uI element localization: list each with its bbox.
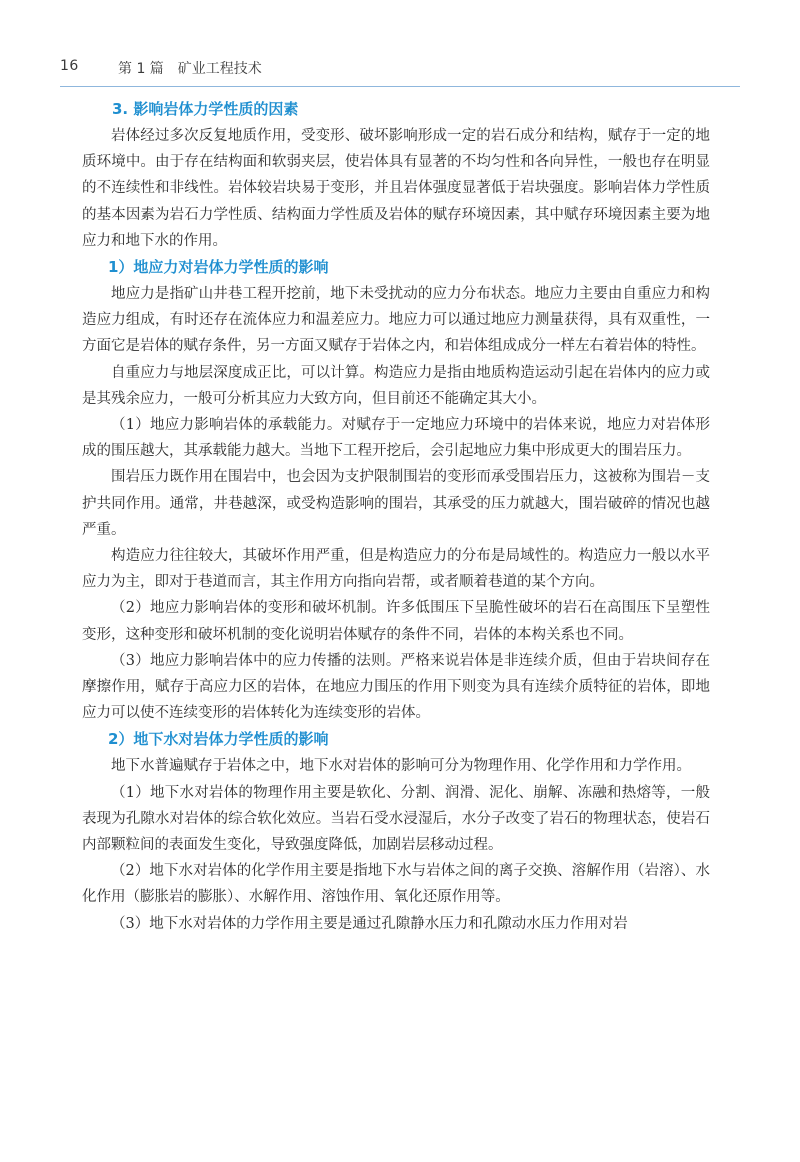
paragraph: 地下水普遍赋存于岩体之中，地下水对岩体的影响可分为物理作用、化学作用和力学作用。 (111, 758, 691, 775)
section-heading: 3. 影响岩体力学性质的因素 (112, 100, 299, 118)
paragraph: （1）地应力影响岩体的承载能力。对赋存于一定地应力环境中的岩体来说，地应力对岩体形成的围压越大，其承载能力越大。当地下工程开挖后，会引起地应力集中形成更大的围岩压力。 (82, 417, 710, 460)
paragraph: （1）地下水对岩体的物理作用主要是软化、分割、润滑、泥化、崩解、冻融和热熔等，一般表现为孔隙水对岩体的综合软化效应。当岩石受水浸湿后，水分子改变了岩石的物理状态，使岩石内部颗粒间的表面发生变化，导致强度降低，加剧岩层移动过程。 (82, 784, 710, 854)
section-intro-paragraph: 岩体经过多次反复地质作用，受变形、破坏影响形成一定的岩石成分和结构，赋存于一定的地质环境中。由于存在结构面和软弱夹层，使岩体具有显著的不均匀性和各向异性，一般也存在明显的不连续性和非线性。岩体较岩块易于变形，并且岩体强度显著低于岩块强度。影响岩体力学性质的基本因素为岩石力学性质、结构面力学性质及岩体的赋存环境因素，其中赋存环境因素主要为地应力和地下水的作用。 (82, 128, 710, 249)
paragraph: 构造应力往往较大，其破坏作用严重，但是构造应力的分布是局域性的。构造应力一般以水平应力为主，即对于巷道而言，其主作用方向指向岩帮，或者顺着巷道的某个方向。 (82, 548, 710, 591)
subsection-heading-groundwater: 2）地下水对岩体力学性质的影响 (108, 730, 329, 749)
paragraph: 自重应力与地层深度成正比，可以计算。构造应力是指由地质构造运动引起在岩体内的应力或是其残余应力，一般可分析其应力大致方向，但目前还不能确定其大小。 (82, 364, 710, 407)
paragraph: 地应力是指矿山井巷工程开挖前，地下未受扰动的应力分布状态。地应力主要由自重应力和构造应力组成，有时还存在流体应力和温差应力。地应力可以通过地应力测量获得，具有双重性，一方面它是岩体的赋存条件，另一方面又赋存于岩体之内，和岩体组成成分一样左右着岩体的特性。 (82, 286, 710, 355)
header-rule (60, 86, 740, 87)
running-header (60, 58, 740, 82)
page-body (82, 98, 710, 937)
paragraph: （3）地下水对岩体的力学作用主要是通过孔隙静水压力和孔隙动水压力作用对岩 (111, 915, 628, 932)
paragraph: 围岩压力既作用在围岩中，也会因为支护限制围岩的变形而承受围岩压力，这被称为围岩－支护共同作用。通常，井巷越深，或受构造影响的围岩，其承受的压力就越大，围岩破碎的情况也越严重。 (82, 469, 710, 538)
subsection-heading-geostress: 1）地应力对岩体力学性质的影响 (108, 258, 329, 277)
paragraph: （2）地应力影响岩体的变形和破坏机制。许多低围压下呈脆性破坏的岩石在高围压下呈塑性变形，这种变形和破坏机制的变化说明岩体赋存的条件不同，岩体的本构关系也不同。 (82, 600, 710, 643)
paragraph: （3）地应力影响岩体中的应力传播的法则。严格来说岩体是非连续介质，但由于岩块间存在摩擦作用，赋存于高应力区的岩体，在地应力围压的作用下则变为具有连续介质特征的岩体，即地应力可以使不连续变形的岩体转化为连续变形的岩体。 (82, 652, 710, 722)
page-number: 16 (60, 58, 79, 74)
paragraph: （2）地下水对岩体的化学作用主要是指地下水与岩体之间的离子交换、溶解作用（岩溶）、水化作用（膨胀岩的膨胀）、水解作用、溶蚀作用、氧化还原作用等。 (82, 863, 710, 906)
header-title: 第 1 篇 矿业工程技术 (118, 61, 262, 77)
